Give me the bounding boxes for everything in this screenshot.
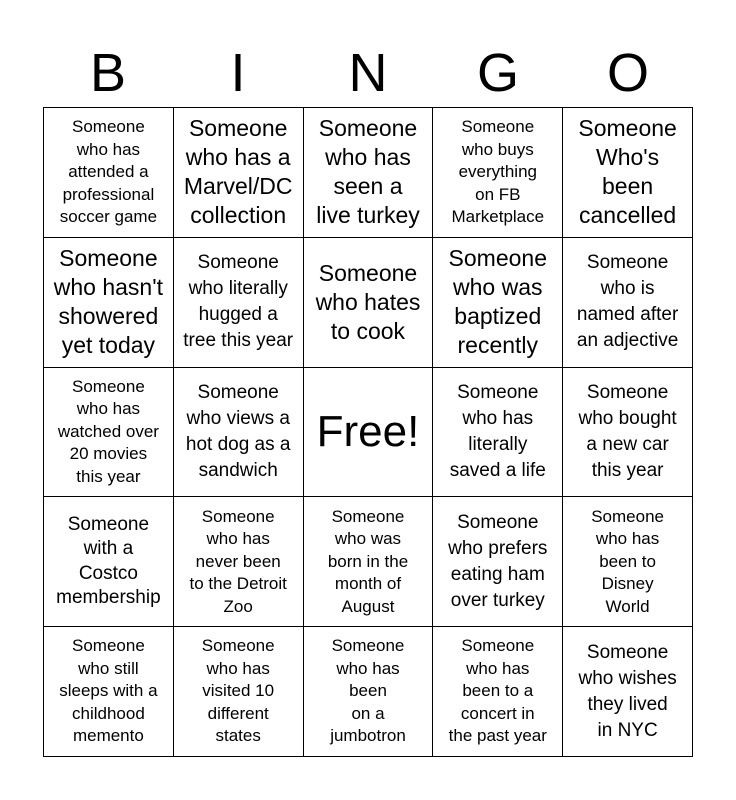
cell-text: Someone Who's been cancelled: [578, 115, 677, 229]
header-letter-i: I: [230, 43, 246, 103]
cell-text: Someone who has seen a live turkey: [316, 115, 420, 229]
bingo-cell-r3-c4[interactable]: [433, 368, 563, 498]
bingo-cell-r5-c4[interactable]: [433, 627, 563, 757]
header-letter-n: N: [348, 43, 388, 103]
cell-text: Someone who bought a new car this year: [578, 381, 677, 481]
bingo-cell-r1-c5[interactable]: [563, 108, 693, 238]
bingo-cell-r2-c4[interactable]: [433, 238, 563, 368]
bingo-cell-r1-c3[interactable]: [304, 108, 434, 238]
cell-text: Someone who has been to a concert in the past year: [448, 636, 547, 746]
header-letter-g: G: [476, 43, 519, 103]
bingo-cell-r4-c5[interactable]: [563, 497, 693, 627]
bingo-cell-r3-c5[interactable]: [563, 368, 693, 498]
bingo-cell-r2-c3[interactable]: [304, 238, 434, 368]
bingo-cell-r5-c5[interactable]: [563, 627, 693, 757]
bingo-cell-r1-c1[interactable]: [44, 108, 174, 238]
bingo-cell-r2-c1[interactable]: [44, 238, 174, 368]
cell-text: Someone who buys everything on FB Marketplace: [451, 117, 545, 227]
cell-text: Someone who has been to Disney World: [591, 506, 664, 616]
bingo-cell-r2-c2[interactable]: [174, 238, 304, 368]
cell-text: Someone who has attended a professional soccer game: [59, 117, 158, 227]
bingo-cell-r3-c1[interactable]: [44, 368, 174, 498]
cell-text: Someone with a Costco membership: [56, 513, 161, 609]
bingo-cell-r3-c2[interactable]: [174, 368, 304, 498]
cell-text: Someone who has literally saved a life: [449, 381, 546, 481]
bingo-cell-r4-c3[interactable]: [304, 497, 434, 627]
cell-text: Someone who literally hugged a tree this year: [183, 252, 294, 352]
cell-text: Someone who has visited 10 different states: [201, 636, 275, 746]
bingo-cell-r1-c4[interactable]: [433, 108, 563, 238]
cell-text: Someone who views a hot dog as a sandwich: [185, 381, 291, 481]
cell-text: Someone who is named after an adjective: [576, 252, 679, 352]
cell-text: Someone who has watched over 20 movies this year: [57, 376, 159, 486]
bingo-cell-r5-c2[interactable]: [174, 627, 304, 757]
cell-text: Someone who hasn't showered yet today: [53, 245, 164, 359]
bingo-cell-free[interactable]: [304, 368, 434, 498]
bingo-cell-r4-c2[interactable]: [174, 497, 304, 627]
cell-text: Someone who has a Marvel/DC collection: [183, 115, 293, 229]
cell-text: Someone who has been on a jumbotron: [330, 636, 406, 746]
bingo-cell-r2-c5[interactable]: [563, 238, 693, 368]
cell-text: Someone who has never been to the Detroit Zoo: [189, 506, 287, 616]
header-letter-b: B: [89, 43, 127, 103]
bingo-grid: [43, 107, 693, 757]
cell-text: Someone who still sleeps with a childhood memento: [59, 636, 158, 746]
free-space-label: Free!: [316, 406, 420, 456]
cell-text: Someone who was baptized recently: [448, 245, 548, 359]
header-letter-o: O: [606, 43, 649, 103]
cell-text: Someone who prefers eating ham over turkey: [448, 511, 548, 611]
bingo-cell-r4-c4[interactable]: [433, 497, 563, 627]
bingo-cell-r1-c2[interactable]: [174, 108, 304, 238]
bingo-cell-r5-c3[interactable]: [304, 627, 434, 757]
cell-text: Someone who wishes they lived in NYC: [578, 641, 677, 741]
bingo-cell-r5-c1[interactable]: [44, 627, 174, 757]
cell-text: Someone who was born in the month of August: [327, 506, 409, 616]
cell-text: Someone who hates to cook: [315, 259, 421, 344]
bingo-header: [43, 40, 693, 106]
bingo-cell-r4-c1[interactable]: [44, 497, 174, 627]
